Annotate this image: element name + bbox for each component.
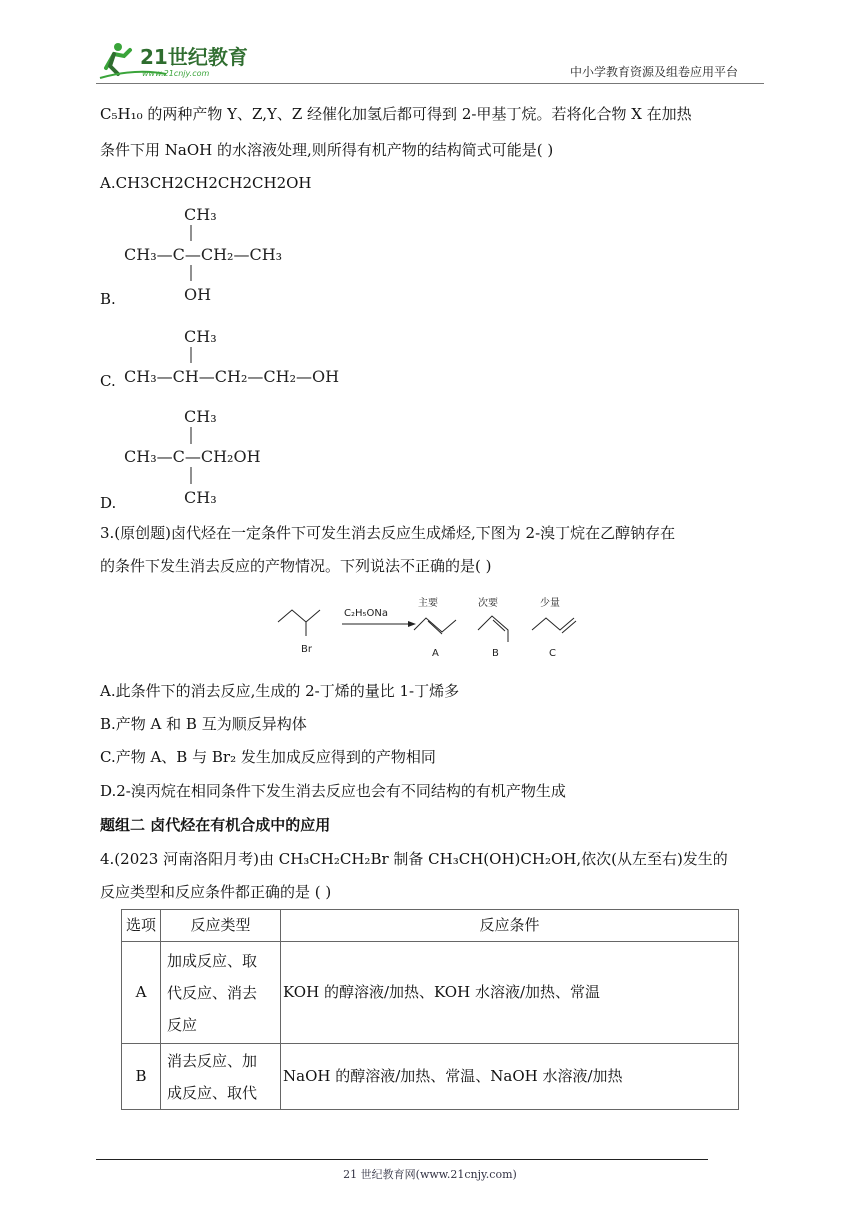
scheme-reagent: C₂H₅ONa [344,608,388,619]
scheme-label-c: C [549,648,556,659]
row-a-type [161,942,281,1044]
row-a-option: A [122,942,161,1044]
structure-c [120,322,400,388]
row-b-type-line: 成反应、取代 [167,1083,258,1102]
q2-line2: 条件下用 NaOH 的水溶液处理,则所得有机产物的结构简式可能是( ) [100,141,554,159]
struct-d-main: CH₃—C—CH₂OH [124,447,261,466]
q3-line2: 的条件下发生消去反应的产物情况。下列说法不正确的是( ) [100,557,492,575]
struct-b-bottom: OH [184,285,212,304]
scheme-br: Br [301,644,312,655]
scheme-little: 少量 [540,598,560,609]
row-a-type-line: 加成反应、取 [167,951,258,970]
struct-d-top: CH₃ [184,407,217,426]
q2-option-b-label: B. [100,290,116,308]
header-platform-text: 中小学教育资源及组卷应用平台 [570,65,739,79]
struct-c-top: CH₃ [184,327,217,346]
logo-text: 21世纪教育 [140,45,248,69]
q2-option-d-label: D. [100,494,117,512]
scheme-major: 主要 [418,598,438,609]
structure-b [120,198,340,308]
footer-text: 21 世纪教育网(www.21cnjy.com) [343,1168,517,1181]
scheme-minor: 次要 [478,598,498,609]
site-logo [96,38,256,82]
row-a-type-line: 反应 [167,1015,198,1034]
header-condition: 反应条件 [281,910,739,942]
row-b-type [161,1044,281,1110]
struct-c-main: CH₃—CH—CH₂—CH₂—OH [124,367,340,386]
header-divider [96,83,764,84]
table-row [122,942,739,1044]
table-row [122,1044,739,1110]
options-table [121,909,739,1110]
struct-b-main: CH₃—C—CH₂—CH₃ [124,245,283,264]
struct-b-top: CH₃ [184,205,217,224]
header-option: 选项 [122,910,161,942]
logo-url: www.21cnjy.com [142,69,210,78]
group2-title: 题组二 卤代烃在有机合成中的应用 [100,816,331,834]
struct-d-bottom: CH₃ [184,488,217,507]
q3-line1: 3.(原创题)卤代烃在一定条件下可发生消去反应生成烯烃,下图为 2-溴丁烷在乙醇钠存在 [100,524,676,542]
q4-line1: 4.(2023 河南洛阳月考)由 CH₃CH₂CH₂Br 制备 CH₃CH(OH)CH₂OH,依次(从左至右)发生的 [100,850,728,868]
q3-option-c: C.产物 A、B 与 Br₂ 发生加成反应得到的产物相同 [100,748,436,766]
arrow-head-icon [408,621,416,627]
q3-option-a: A.此条件下的消去反应,生成的 2-丁烯的量比 1-丁烯多 [100,682,460,700]
header-type: 反应类型 [161,910,281,942]
row-b-option: B [122,1044,161,1110]
q2-option-c-label: C. [100,372,116,390]
scheme-label-a: A [432,648,439,659]
q3-option-b: B.产物 A 和 B 互为顺反异构体 [100,715,307,733]
row-a-condition: KOH 的醇溶液/加热、KOH 水溶液/加热、常温 [281,942,739,1044]
footer-divider [96,1159,708,1160]
q2-option-a: A.CH3CH2CH2CH2CH2OH [100,174,312,192]
q2-line1: C₅H₁₀ 的两种产物 Y、Z,Y、Z 经催化加氢后都可得到 2-甲基丁烷。若将化合物 X 在加热 [100,105,692,123]
row-a-type-line: 代反应、消去 [167,983,258,1002]
row-b-type-line: 消去反应、加 [167,1051,258,1070]
elimination-scheme [270,590,590,662]
structure-d [120,404,340,514]
q3-option-d: D.2-溴丙烷在相同条件下发生消去反应也会有不同结构的有机产物生成 [100,782,566,800]
row-b-condition: NaOH 的醇溶液/加热、常温、NaOH 水溶液/加热 [281,1044,739,1110]
q4-line2: 反应类型和反应条件都正确的是 ( ) [100,883,332,901]
scheme-label-b: B [492,648,499,659]
table-header-row [122,910,739,942]
